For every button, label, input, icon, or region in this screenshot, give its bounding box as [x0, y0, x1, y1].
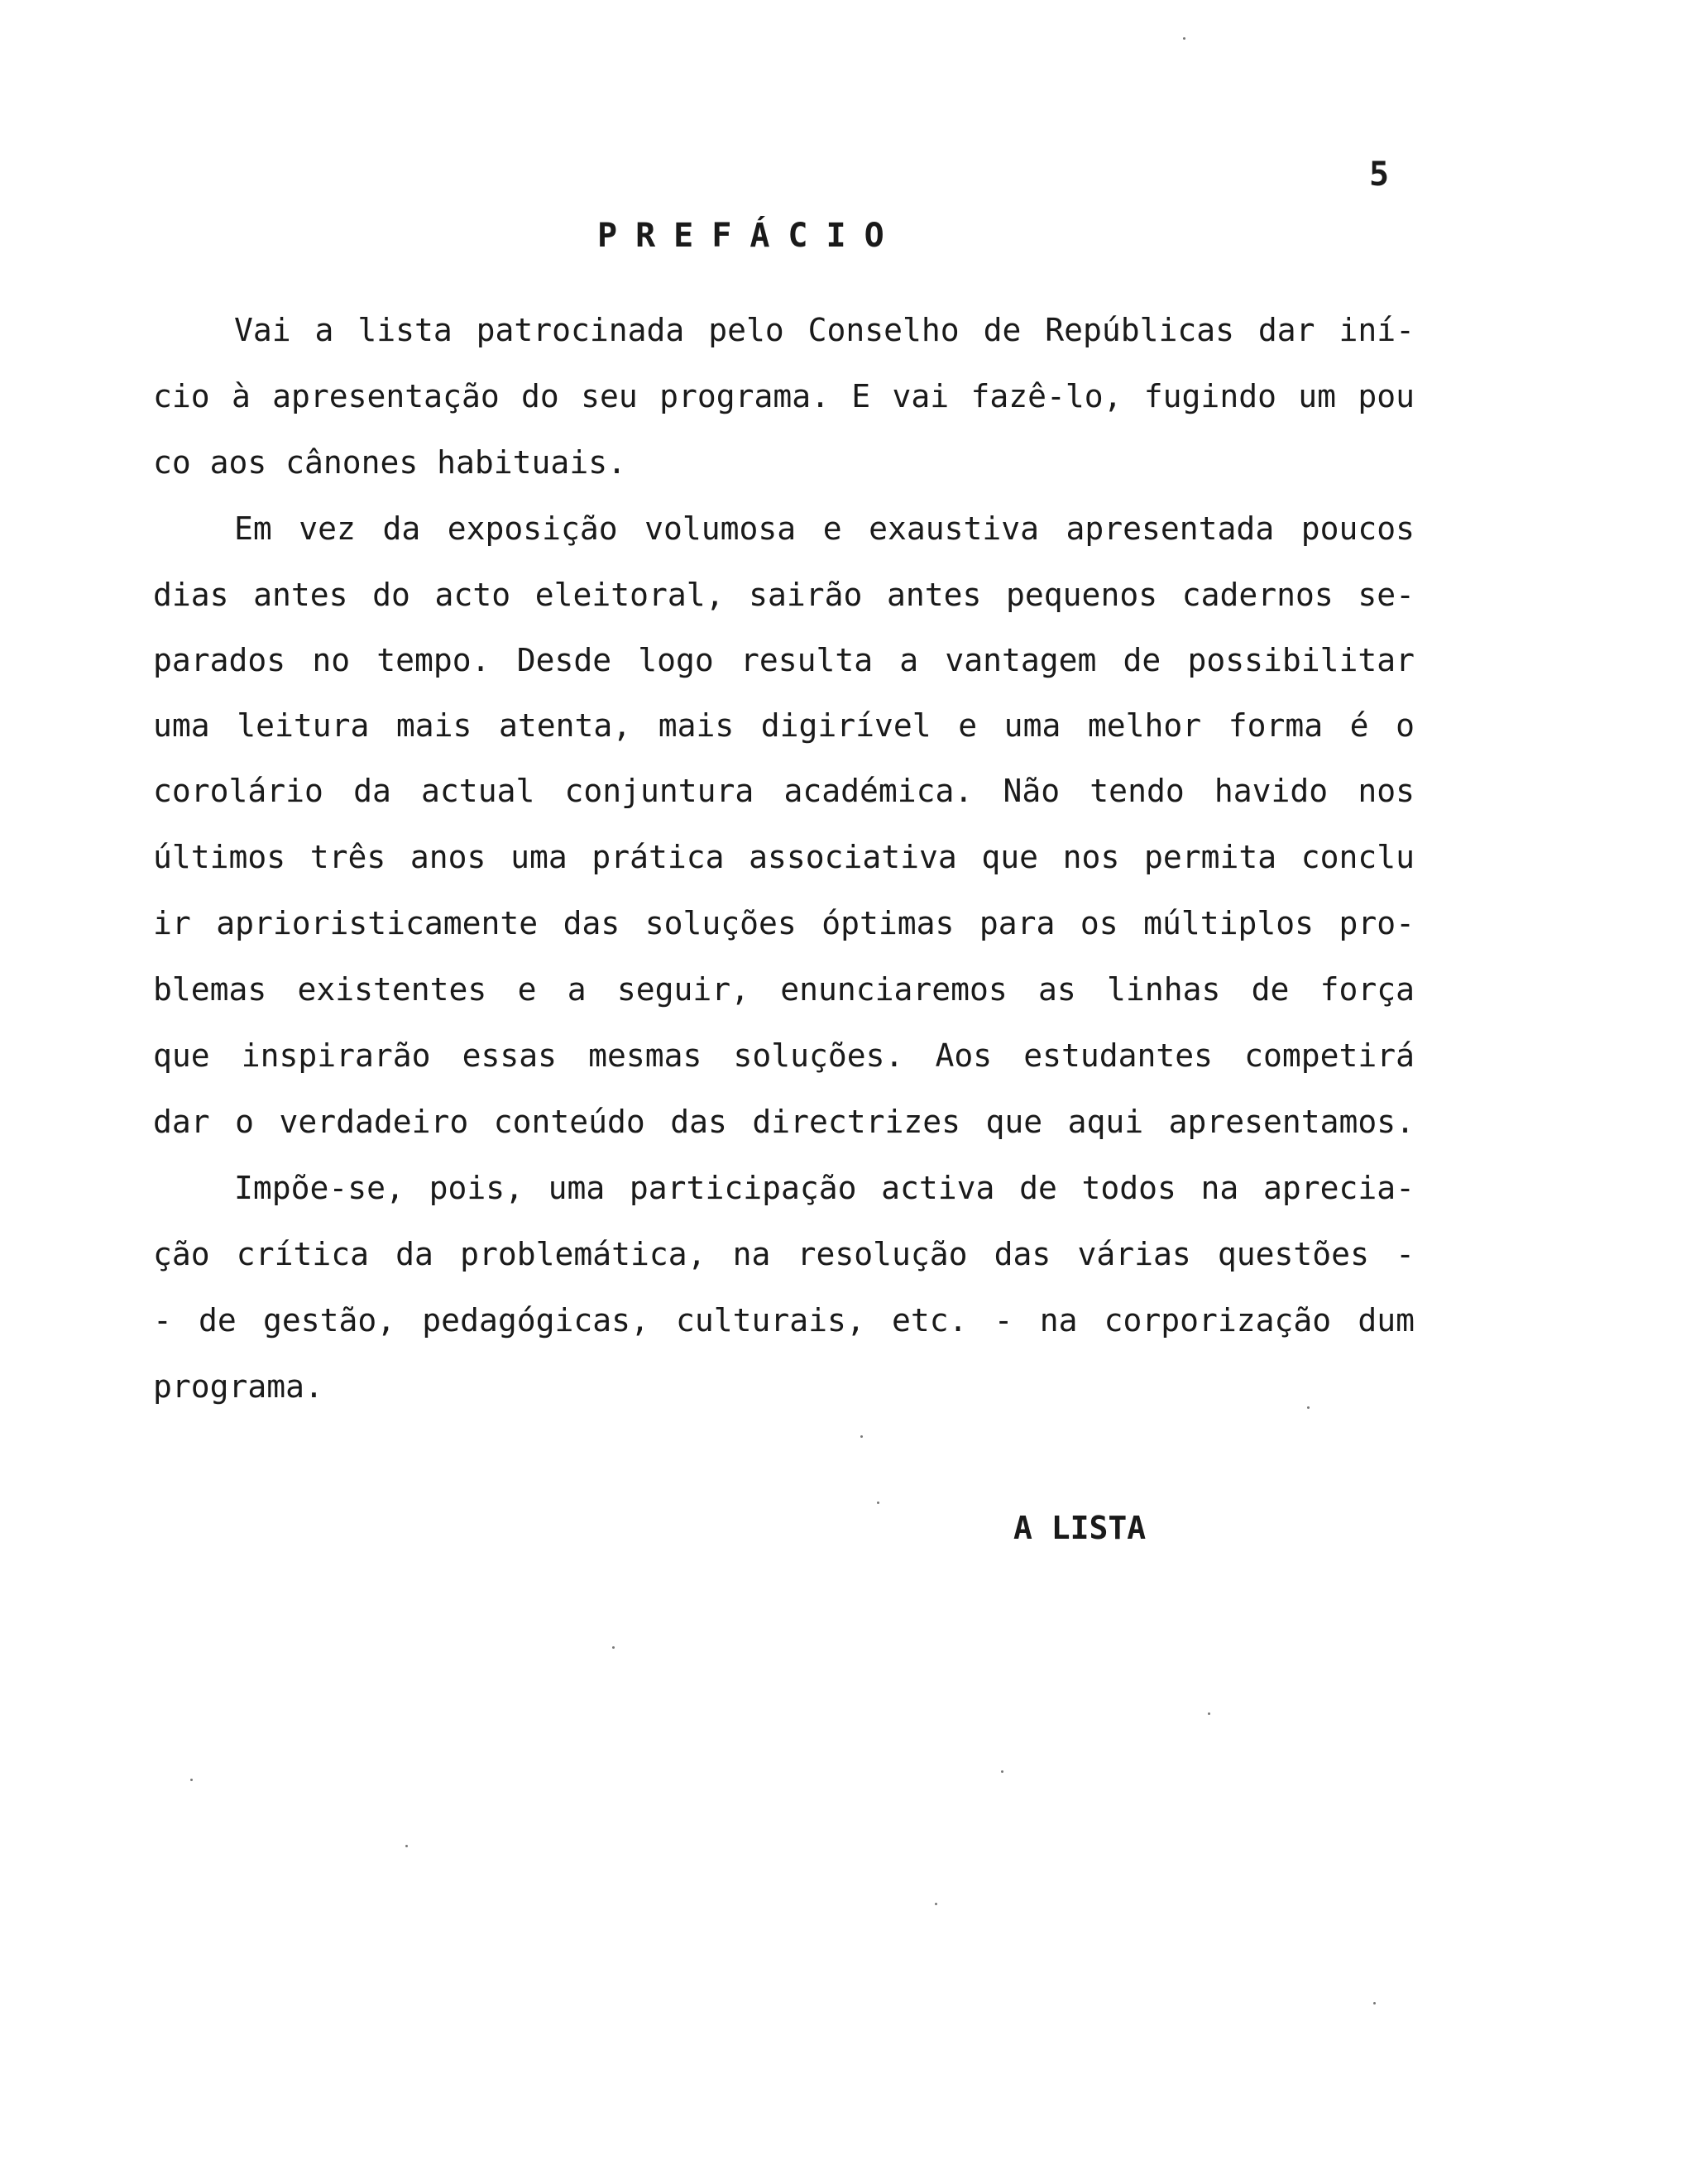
paragraph-2-line-8: blemas existentes e a seguir, enunciaremos as linhas de força — [153, 971, 1415, 1008]
paragraph-2-line-4: uma leitura mais atenta, mais digirível e uma melhor forma é o — [153, 707, 1415, 744]
paragraph-3-line-2: ção crítica da problemática, na resolução das várias questões - — [153, 1236, 1415, 1272]
paragraph-1-line-1: Vai a lista patrocinada pelo Conselho de Repúblicas dar iní- — [234, 312, 1415, 348]
paragraph-2-line-10: dar o verdadeiro conteúdo das directrizes que aqui apresentamos. — [153, 1104, 1415, 1140]
paragraph-2-line-5: corolário da actual conjuntura académica. Não tendo havido nos — [153, 773, 1415, 809]
scan-speck — [1373, 2002, 1376, 2004]
signature: A LISTA — [1013, 1510, 1147, 1546]
scan-speck — [405, 1845, 408, 1847]
paragraph-2-line-1: Em vez da exposição volumosa e exaustiva apresentada poucos — [234, 510, 1415, 547]
page-number: 5 — [1369, 156, 1390, 194]
scan-speck — [612, 1646, 615, 1649]
page-title: PREFÁCIO — [597, 217, 903, 255]
scan-speck — [860, 1435, 863, 1438]
paragraph-2-line-9: que inspirarão essas mesmas soluções. Aos estudantes competirá — [153, 1037, 1415, 1074]
paragraph-2-line-6: últimos três anos uma prática associativa que nos permita conclu — [153, 839, 1415, 875]
paragraph-3-line-3: - de gestão, pedagógicas, culturais, etc. - na corporização dum — [153, 1302, 1415, 1339]
scan-speck — [1001, 1770, 1003, 1773]
paragraph-2-line-7: ir aprioristicamente das soluções óptimas para os múltiplos pro- — [153, 905, 1415, 941]
paragraph-1-line-2: cio à apresentação do seu programa. E vai fazê-lo, fugindo um pou — [153, 378, 1415, 414]
paragraph-2-line-3: parados no tempo. Desde logo resulta a vantagem de possibilitar — [153, 642, 1415, 678]
scan-speck — [877, 1502, 879, 1504]
paragraph-1-line-3: co aos cânones habituais. — [153, 444, 626, 481]
scan-speck — [190, 1779, 193, 1781]
paragraph-2-line-2: dias antes do acto eleitoral, sairão antes pequenos cadernos se- — [153, 577, 1415, 613]
paragraph-3-line-1: Impõe-se, pois, uma participação activa de todos na aprecia- — [234, 1170, 1415, 1206]
paragraph-3-line-4: programa. — [153, 1368, 323, 1405]
scan-speck — [1183, 37, 1185, 40]
scan-speck — [1208, 1712, 1210, 1715]
scan-speck — [1307, 1406, 1310, 1409]
scan-speck — [935, 1903, 937, 1905]
